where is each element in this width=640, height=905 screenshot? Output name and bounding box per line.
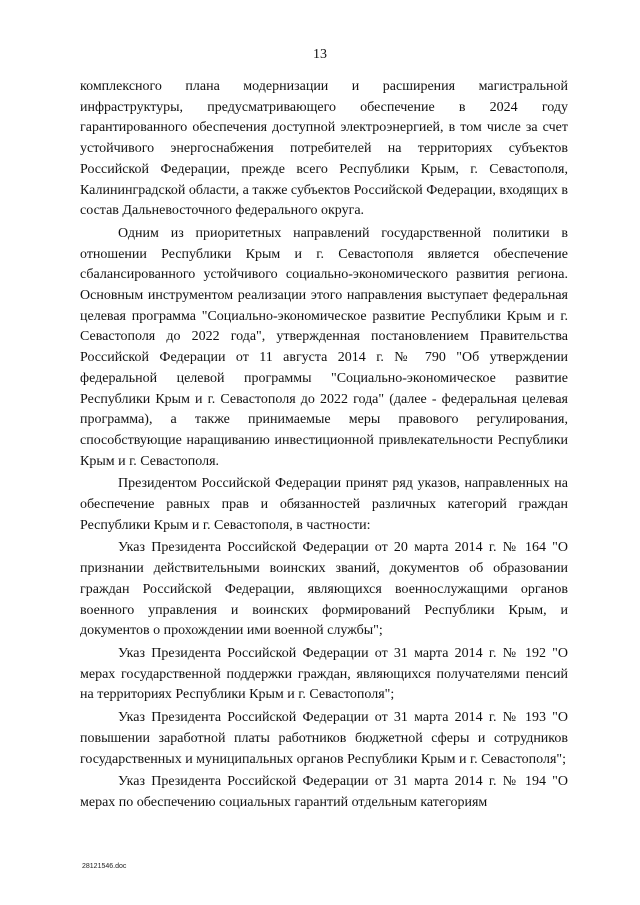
paragraph-presidential-decrees: Президентом Российской Федерации принят ряд указов, направленных на обеспечение равных прав и обязанностей различных категорий граждан Республики Крым и г. Севастополя, в частности:: [80, 476, 568, 533]
decree-item-192: Указ Президента Российской Федерации от 31 марта 2014 г. № 192 "О мерах государственной поддержки граждан, являющихся получателями пенсий на территориях Республики Крым и г. Севастополя";: [80, 645, 568, 703]
decree-item-193: Указ Президента Российской Федерации от 31 марта 2014 г. № 193 "О повышении заработной платы работников бюджетной сферы и сотрудников государственных и муниципальных органов Республики Крым и г. Севастополя";: [80, 710, 568, 767]
paragraph-continuation: комплексного плана модернизации и расширения магистральной инфраструктуры, предусматривающего обеспечение в 2024 году гарантированного обеспечения доступной электроэнергией, в том числе за счет устойчивого энергоснабжения потребителей на территориях субъектов Российской Федерации, прежде всего Республики Крым, г. Севастополя, Калининградской области, а также субъектов Российской Федерации, входящих в состав Дальневосточного федерального округа.: [80, 79, 568, 219]
paragraph-crimea-policy: Одним из приоритетных направлений государственной политики в отношении Республики Крым и г. Севастополя является обеспечение сбалансированного устойчивого социально-экономического развития региона. Основным инструментом реализации этого направления выступает федеральная целевая программа "Социально-экономическое развитие Республики Крым и г. Севастополя до 2022 года", утвержденная постановлением Правительства Российской Федерации от 11 августа 2014 г. № 790 "Об утверждении федеральной целевой программы "Социально-экономическое развитие Республики Крым и г. Севастополя до 2022 года" (далее - федеральная целевая программа), а также принимаемые меры правового регулирования, способствующие наращиванию инвестиционной привлекательности Республики Крым и г. Севастополя.: [80, 225, 568, 469]
page-number: 13: [313, 47, 327, 62]
file-name-footer: 28121546.doc: [82, 863, 127, 870]
decree-item-194: Указ Президента Российской Федерации от 31 марта 2014 г. № 194 "О мерах по обеспечению социальных гарантий отдельным категориям: [80, 774, 568, 810]
decree-item-164: Указ Президента Российской Федерации от 20 марта 2014 г. № 164 "О признании действительными воинских званий, документов об образовании граждан Российской Федерации, являющихся военнослужащими органов военного управления и воинских формирований Республики Крым, и документов о прохождении ими военной службы";: [80, 540, 568, 639]
document-body: [80, 77, 568, 814]
